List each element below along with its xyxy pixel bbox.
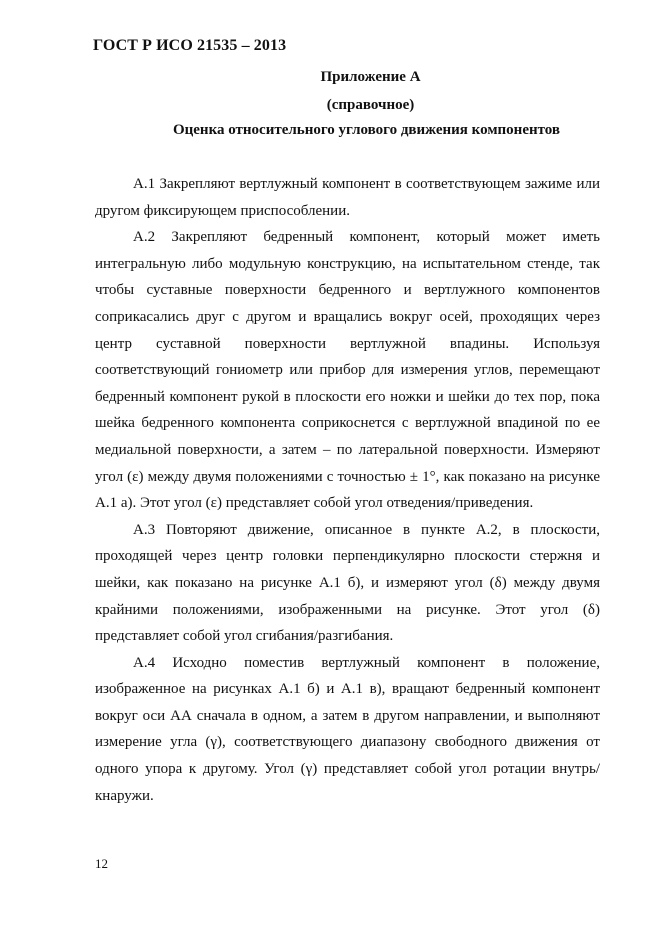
paragraph-a2: А.2 Закрепляют бедренный компонент, который может иметь интегральную либо модульную конструкцию, на испытательном стенде, так чтобы суставные поверхности бедренного и вертлужного компонентов соприкасались друг с другом и вращались вокруг осей, проходящих через центр суставной поверхности вертлужной впадины. Используя соответствующий гониометр или прибор для измерения углов, перемещают бедренный компонент рукой в плоскости его ножки и шейки до тех пор, пока шейка бедренного компонента соприкоснется с вертлужной впадиной по ее медиальной поверхности, а затем – по латеральной поверхности. Измеряют угол (ε) между двумя положениями с точностью ± 1°, как показано на рисунке А.1 а). Этот угол (ε) представляет собой угол отведения/приведения.: [95, 229, 600, 512]
section-title: Оценка относительного углового движения компонентов: [172, 122, 561, 138]
paragraph-a1: А.1 Закрепляют вертлужный компонент в соответствующем зажиме или другом фиксирующем приспособлении.: [95, 176, 600, 219]
paragraph-a4: А.4 Исходно поместив вертлужный компонент в положение, изображенное на рисунках А.1 б) и А.1 в), вращают бедренный компонент вокруг оси АА сначала в одном, а затем в другом направлении, и выполняют измерение угла (γ), соответствующего диапазону свободного движения от одного упора к другому. Угол (γ) представляет собой угол ротации внутрь/кнаружи.: [95, 654, 600, 804]
document-header: ГОСТ Р ИСО 21535 – 2013: [93, 37, 287, 54]
paragraph-a3: А.3 Повторяют движение, описанное в пункте А.2, в плоскости, проходящей через центр головки перпендикулярно плоскости стержня и шейки, как показано на рисунке А.1 б), и измеряют угол (δ) между двумя крайними положениями, изображенными на рисунке. Этот угол (δ) представляет собой угол сгибания/разгибания.: [95, 521, 600, 645]
appendix-title: Приложение А: [320, 69, 421, 85]
body-text: [95, 171, 600, 809]
page-number: 12: [95, 856, 108, 871]
appendix-type: (справочное): [326, 97, 415, 113]
